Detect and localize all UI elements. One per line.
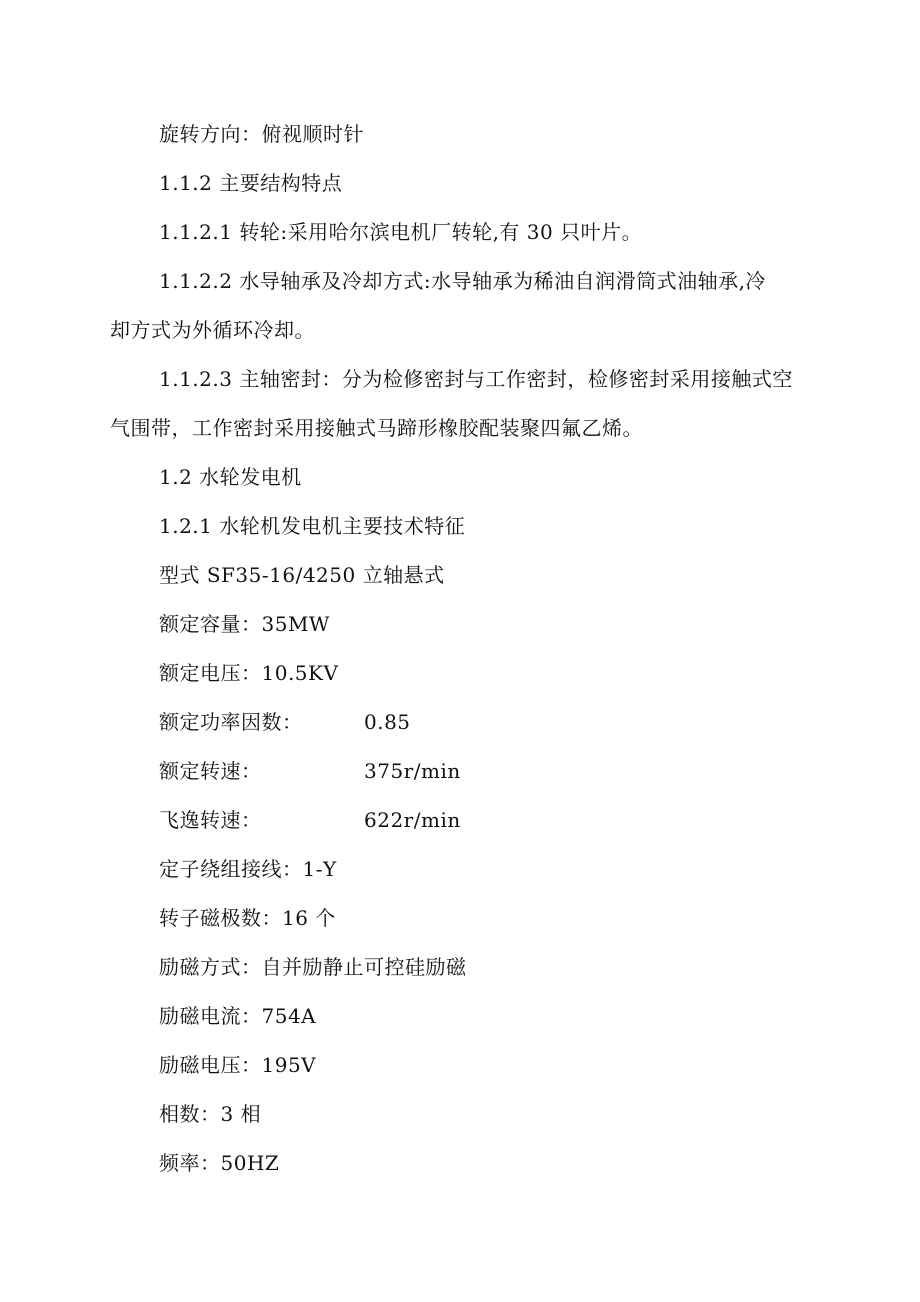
rated-speed-label: 额定转速：	[159, 759, 262, 783]
excitation-mode-line: 励磁方式：自并励静止可控硅励磁	[159, 955, 467, 979]
frequency-line: 频率：50HZ	[159, 1151, 280, 1175]
runaway-speed-label: 飞逸转速：	[159, 808, 262, 832]
rated-power-factor-line	[159, 710, 411, 734]
rotation-direction-line: 旋转方向：俯视顺时针	[159, 122, 364, 146]
phase-count-line: 相数：3 相	[159, 1102, 262, 1126]
rated-speed-value: 375r/min	[364, 759, 461, 783]
rotor-poles-line: 转子磁极数：16 个	[159, 906, 336, 930]
section-1-2-1-heading: 1.2.1 水轮机发电机主要技术特征	[159, 514, 466, 538]
section-1-1-2-heading: 1.1.2 主要结构特点	[159, 171, 343, 195]
runaway-speed-value: 622r/min	[364, 808, 461, 832]
rated-speed-line	[159, 759, 461, 783]
rated-power-factor-value: 0.85	[364, 710, 411, 734]
rated-voltage-line: 额定电压：10.5KV	[159, 661, 339, 685]
model-line: 型式 SF35-16/4250 立轴悬式	[159, 563, 445, 587]
main-shaft-seal-line: 1.1.2.3 主轴密封：分为检修密封与工作密封，检修密封采用接触式空	[159, 367, 793, 391]
stator-winding-line: 定子绕组接线：1-Y	[159, 857, 337, 881]
water-guide-bearing-line: 1.1.2.2 水导轴承及冷却方式:水导轴承为稀油自润滑筒式油轴承,冷	[159, 269, 766, 293]
rated-capacity-line: 额定容量：35MW	[159, 612, 330, 636]
excitation-current-line: 励磁电流：754A	[159, 1004, 317, 1028]
main-shaft-seal-line-cont: 气围带，工作密封采用接触式马蹄形橡胶配装聚四氟乙烯。	[110, 416, 643, 440]
water-guide-bearing-line-cont: 却方式为外循环冷却。	[110, 318, 315, 342]
section-1-2-heading: 1.2 水轮发电机	[159, 465, 302, 489]
runaway-speed-line	[159, 808, 461, 832]
excitation-voltage-line: 励磁电压：195V	[159, 1053, 317, 1077]
runner-line: 1.1.2.1 转轮:采用哈尔滨电机厂转轮,有 30 只叶片。	[159, 220, 643, 244]
rated-power-factor-label: 额定功率因数：	[159, 710, 303, 734]
